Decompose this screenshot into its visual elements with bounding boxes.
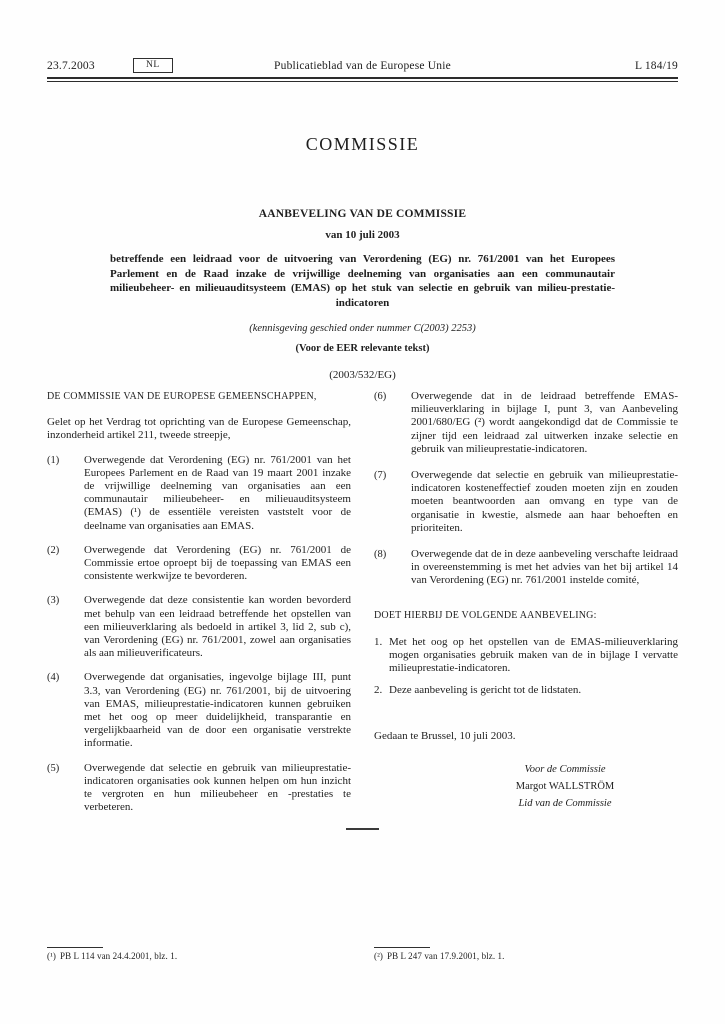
footnotes	[47, 947, 678, 961]
point-item	[374, 684, 678, 697]
point-text: Deze aanbeveling is gericht tot de lidstaten.	[389, 684, 582, 697]
recital-text: Overwegende dat in de leidraad betreffende EMAS-milieuverklaring in bijlage I, punt 3, van Aanbeveling 2001/680/EG (²) wordt aangekondigd dat de Commissie te zijner tijd een leidraad zal uitwerken inzake selectie en gebruik van milieuprestatie-indicatoren.	[411, 390, 678, 455]
recital-number: (5)	[47, 762, 60, 774]
left-column	[47, 390, 351, 814]
footnote	[47, 947, 351, 961]
recital-text: Overwegende dat selectie en gebruik van milieuprestatie-indicatoren organisaties ook kunnen helpen om hun inzicht te vergroten en hun milieubeheer en -prestaties te verbeteren.	[84, 761, 351, 814]
footnote-rule	[47, 947, 103, 948]
recital-text: Overwegende dat selectie en gebruik van milieuprestatie-indicatoren kosteneffectief zouden moeten zijn en zouden moeten beantwoorden aan omvang en type van de organisatie in kwestie, alsmede aan haar behoeften en prioriteiten.	[411, 469, 678, 534]
header-rule	[47, 77, 678, 82]
recital-text: Overwegende dat deze consistentie kan worden bevorderd met behulp van een leidraad betreffende het opstellen van een milieuverklaring als bedoeld in artikel 3, lid 2, sub c), van Verordening (EG) nr. 761/2001, zowel aan organisaties als aan milieuverificateurs.	[84, 594, 351, 660]
body-columns	[47, 390, 678, 814]
recital-number: (7)	[374, 470, 387, 482]
section-title: COMMISSIE	[305, 134, 420, 154]
recital-item	[47, 762, 351, 815]
recital-number: (6)	[374, 391, 387, 402]
recitals-left	[47, 454, 351, 815]
signatory-name: Margot WALLSTRÖM	[515, 780, 615, 792]
act-type-title: AANBEVELING VAN DE COMMISSIE	[258, 208, 467, 220]
footnote	[374, 947, 678, 961]
recital-number: (2)	[47, 544, 60, 556]
points	[374, 636, 678, 698]
point-item	[374, 636, 678, 676]
place-date-line: Gedaan te Brussel, 10 juli 2003.	[374, 729, 516, 742]
recital-item	[374, 469, 678, 535]
act-date-line: van 10 juli 2003	[325, 229, 400, 241]
signatory-role: Lid van de Commissie	[518, 797, 612, 809]
recital-item	[47, 544, 351, 584]
recital-item	[374, 390, 678, 456]
point-number: 1.	[374, 635, 383, 648]
language-badge: NL	[133, 58, 173, 73]
eea-relevance-note: (Voor de EER relevante tekst)	[295, 343, 430, 354]
recital-number: (3)	[47, 595, 60, 607]
recital-item	[47, 454, 351, 533]
recitals-right	[374, 390, 678, 588]
page-reference: L 184/19	[634, 60, 678, 72]
right-column	[374, 390, 678, 814]
recital-number: (4)	[47, 672, 60, 684]
opening-line: DE COMMISSIE VAN DE EUROPESE GEMEENSCHAPPEN,	[47, 391, 317, 402]
journal-title: Publicatieblad van de Europese Unie	[274, 60, 451, 72]
footnote-text: PB L 114 van 24.4.2001, blz. 1.	[60, 951, 178, 961]
signature-block	[455, 761, 675, 812]
recital-text: Overwegende dat Verordening (EG) nr. 761/2001 van het Europees Parlement en de Raad van 19 maart 2001 inzake de vrijwillige deelneming van organisaties aan een communautair milieubeheer- en milieuauditsysteem (EMAS) (¹) de essentiële vereisten vaststelt voor de deelname van organisaties aan EMAS.	[84, 453, 351, 532]
recital-number: (1)	[47, 454, 60, 466]
signature-on-behalf: Voor de Commissie	[524, 763, 606, 775]
recital-item	[47, 671, 351, 750]
footnote-marker: (²)	[374, 951, 383, 961]
act-number: (2003/532/EG)	[329, 369, 396, 381]
footnote-marker: (¹)	[47, 951, 56, 961]
point-number: 2.	[374, 684, 383, 697]
point-text: Met het oog op het opstellen van de EMAS-milieuverklaring mogen organisaties gebruik maken van de in bijlage I vervatte milieuprestatie-indicatoren.	[389, 635, 678, 675]
page-header	[47, 58, 678, 76]
recital-text: Overwegende dat organisaties, ingevolge bijlage III, punt 3.3, van Verordening (EG) nr. 761/2001, bij de uitvoering van EMAS, milieuprestatie-indicatoren kunnen gebruiken met het oog op meer duidelijkheid, transparantie en vergelijkbaarheid van de door een organisatie verstrekte informatie.	[84, 671, 351, 750]
header-date: 23.7.2003	[47, 60, 95, 72]
footnote-rule	[374, 947, 430, 948]
act-subject: betreffende een leidraad voor de uitvoering van Verordening (EG) nr. 761/2001 van het Europees Parlement en de Raad inzake de vrijwillige deelneming van organisaties aan een communautair milieubeheer- en milieuauditsysteem (EMAS) op het stuk van selectie en gebruik van milieu-prestatie-indicatoren	[110, 253, 615, 309]
recital-text: Overwegende dat Verordening (EG) nr. 761/2001 de Commissie ertoe oproept bij de toepassing van EMAS een consistente werkwijze te bevorderen.	[84, 543, 351, 583]
enacting-formula: DOET HIERBIJ DE VOLGENDE AANBEVELING:	[374, 609, 597, 621]
recital-number: (8)	[374, 549, 387, 561]
act-heading	[104, 208, 621, 381]
recital-item	[47, 594, 351, 660]
notification-note: (kennisgeving geschied onder nummer C(2003) 2253)	[249, 323, 476, 334]
footnote-text: PB L 247 van 17.9.2001, blz. 1.	[387, 951, 505, 961]
end-divider	[346, 828, 379, 830]
recital-text: Overwegende dat de in deze aanbeveling verschafte leidraad in overeenstemming is met het advies van het bij artikel 14 van Verordening (EG) nr. 761/2001 instelde comité,	[411, 548, 678, 587]
citation-paragraph: Gelet op het Verdrag tot oprichting van de Europese Gemeenschap, inzonderheid artikel 211, tweede streepje,	[47, 416, 351, 442]
recital-item	[374, 548, 678, 588]
